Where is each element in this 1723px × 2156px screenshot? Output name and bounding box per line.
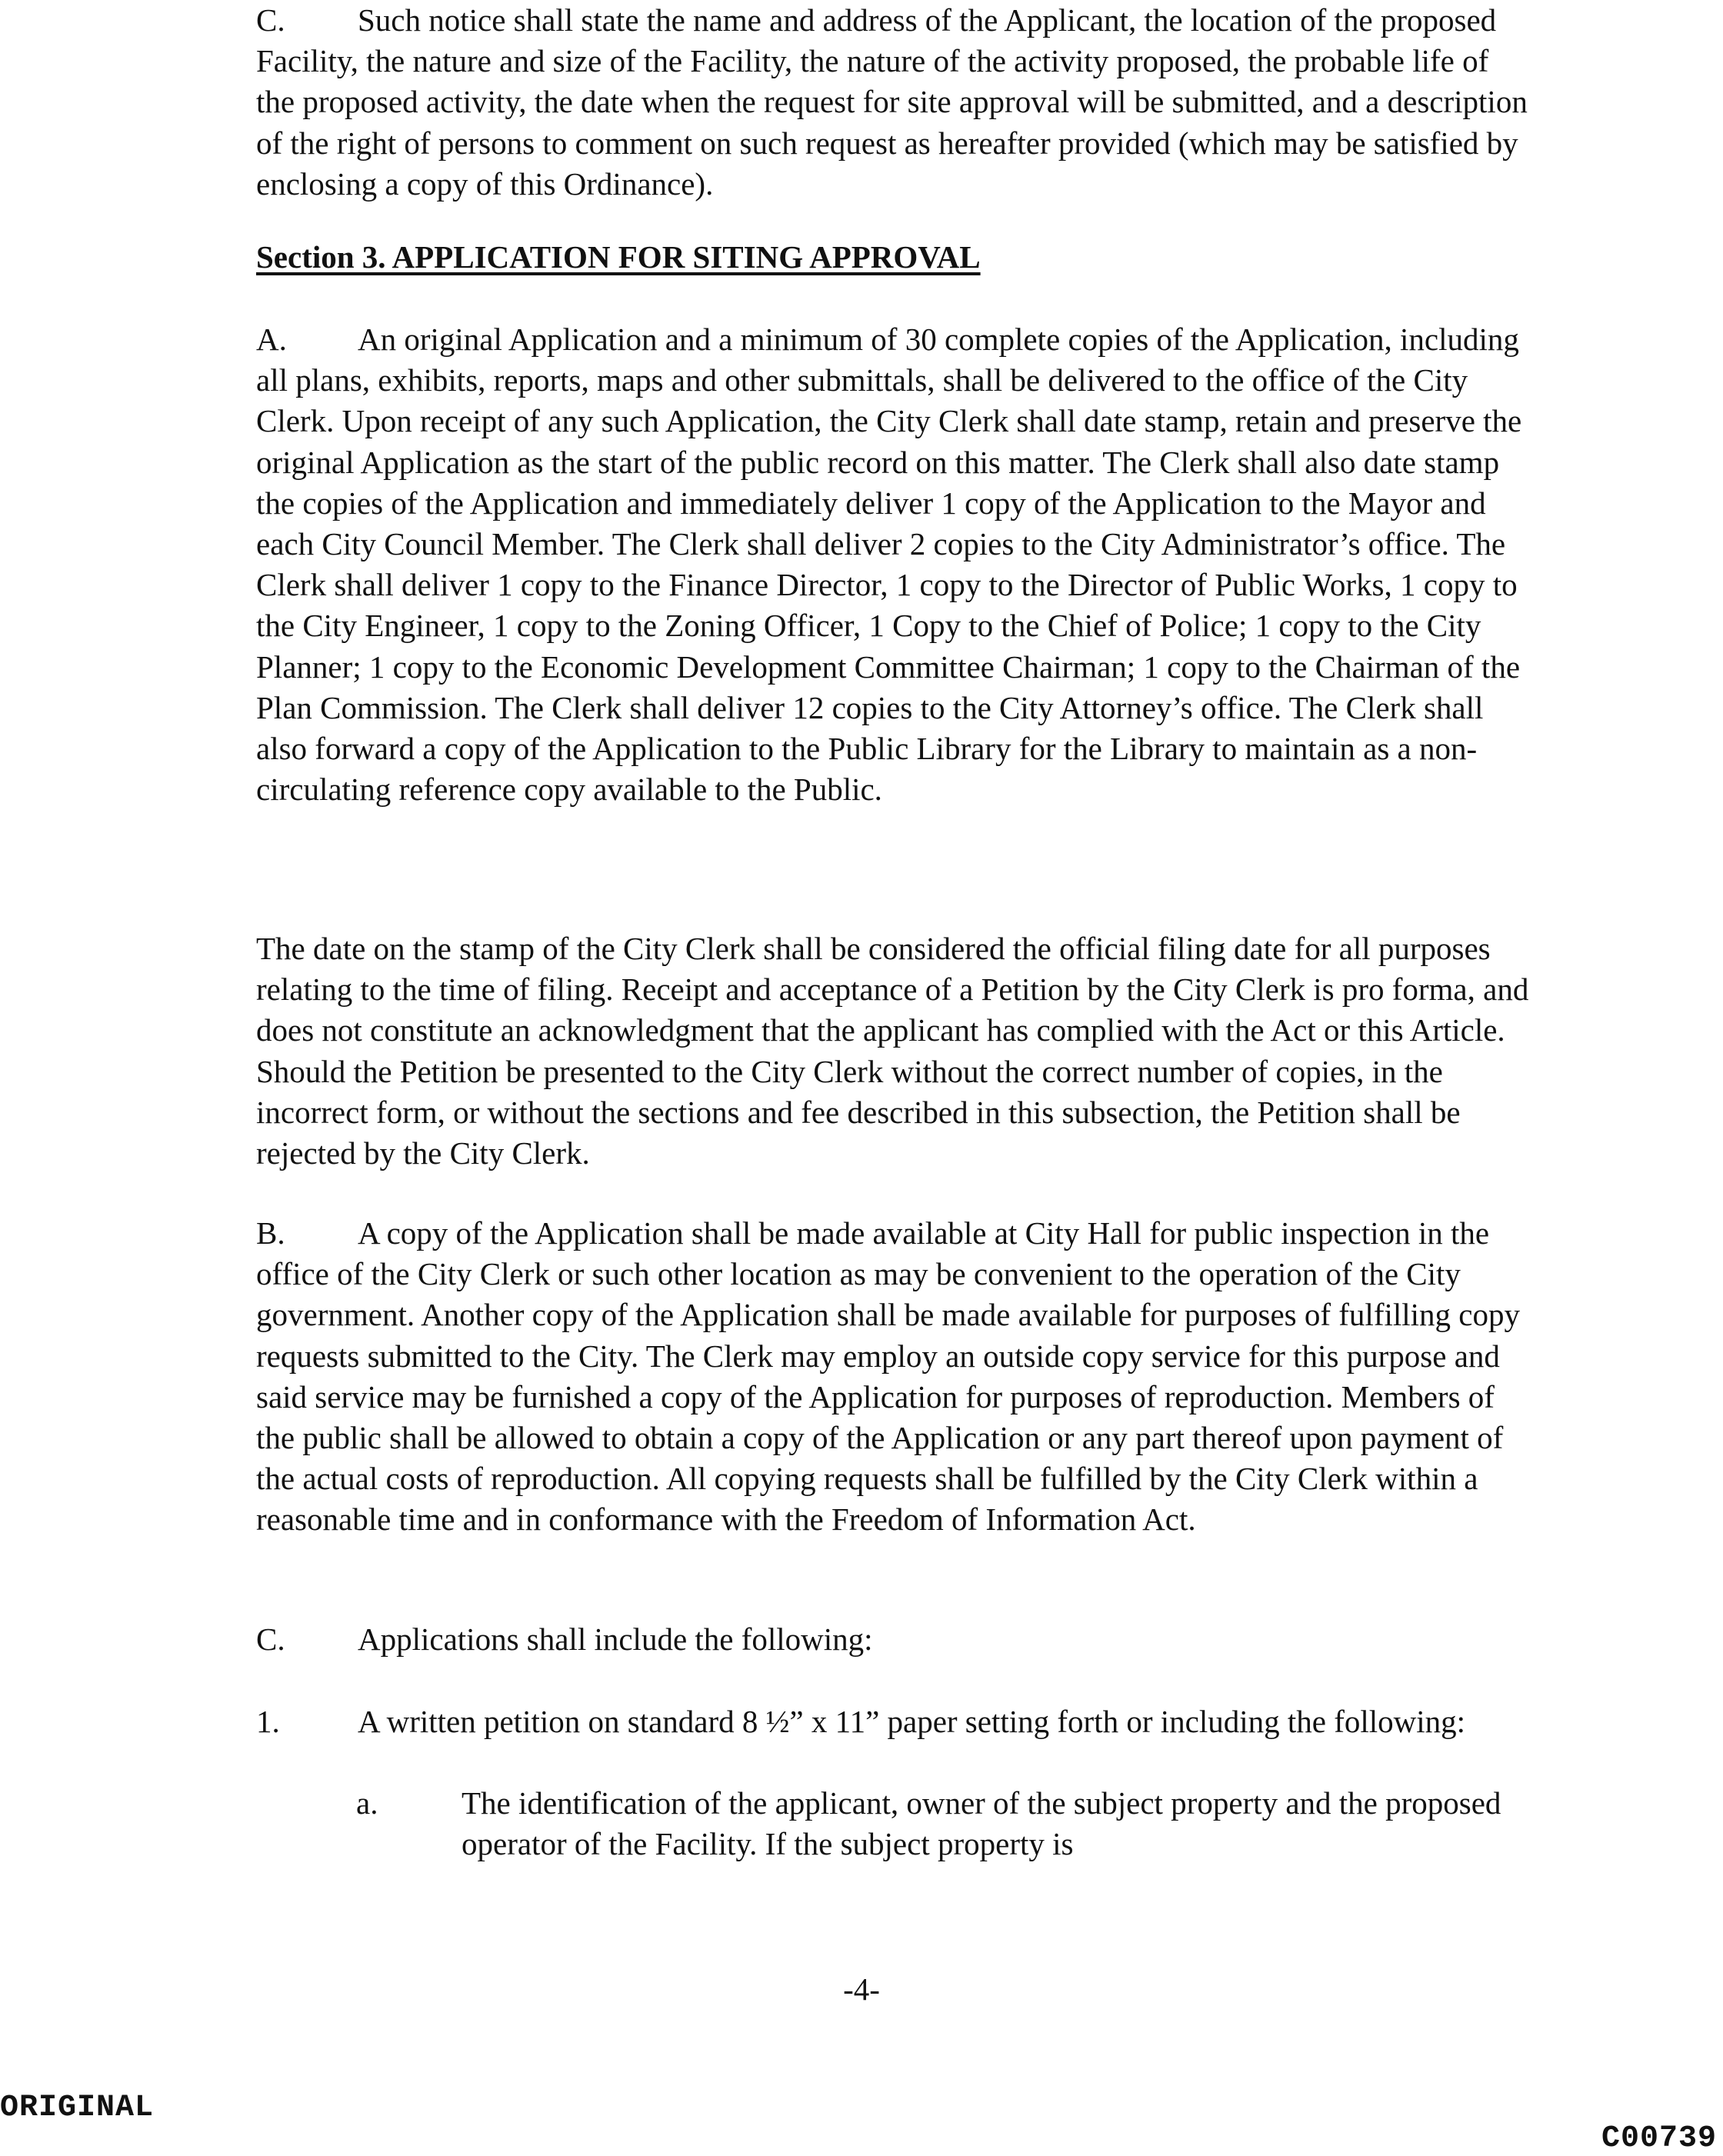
page-number: -4- <box>843 1971 880 2007</box>
section-heading: Section 3. APPLICATION FOR SITING APPROVAL <box>256 239 981 275</box>
paragraph-text: A copy of the Application shall be made available at City Hall for public inspection in the office of the City Clerk or such other location as may be convenient to the operation of the City government. Another copy of the Application shall be made available for purposes of fulfilling copy requests submitted to the City. The Clerk may employ an outside copy service for this purpose and said service may be furnished a copy of the Application for purposes of reproduction. Members of the public shall be allowed to obtain a copy of the Application or any part thereof upon payment of the actual costs of reproduction. All copying requests shall be fulfilled by the City Clerk within a reasonable time and in conformance with the Freedom of Information Act. <box>256 1215 1520 1538</box>
list-item-1-written-petition <box>256 1701 1533 1742</box>
list-item-text: A written petition on standard 8 ½” x 11” paper setting forth or including the following: <box>358 1704 1466 1739</box>
list-item-label: 1. <box>256 1704 280 1739</box>
paragraph-text: Such notice shall state the name and address of the Applicant, the location of the proposed Facility, the nature and size of the Facility, the nature of the activity proposed, the probable life of the proposed activity, the date when the request for site approval will be submitted, and a description of the right of persons to comment on such request as hereafter provided (which may be satisfied by enclosing a copy of this Ordinance). <box>256 2 1528 202</box>
paragraph-b-public-inspection <box>256 1213 1533 1541</box>
list-item-a-identification <box>356 1783 1525 1864</box>
list-item-label: a. <box>356 1785 378 1821</box>
document-control-number: C00739 <box>1601 2121 1717 2156</box>
paragraph-a-original-application <box>256 319 1533 810</box>
paragraph-label: C. <box>256 2 285 38</box>
paragraph-filing-date: The date on the stamp of the City Clerk shall be considered the official filing date for all purposes relating to the time of filing. Receipt and acceptance of a Petition by the City Clerk is pro forma, and does not constitute an acknowledgment that the applicant has complied with the Act or this Article. Should the Petition be presented to the City Clerk without the correct number of copies, in the incorrect form, or without the sections and fee described in this subsection, the Petition shall be rejected by the City Clerk. <box>256 931 1529 1171</box>
paragraph-label: A. <box>256 322 287 357</box>
paragraph-label: C. <box>256 1621 285 1657</box>
paragraph-c-notice-contents <box>256 0 1533 205</box>
paragraph-text: Applications shall include the following: <box>358 1621 873 1657</box>
list-item-text: The identification of the applicant, owner of the subject property and the proposed operator of the Facility. If the subject property is <box>462 1785 1501 1862</box>
original-stamp: ORIGINAL <box>0 2091 155 2125</box>
paragraph-c-application-contents <box>256 1619 1533 1660</box>
paragraph-label: B. <box>256 1215 285 1251</box>
paragraph-text: An original Application and a minimum of 30 complete copies of the Application, including all plans, exhibits, reports, maps and other submittals, shall be delivered to the office of the City Clerk. Upon receipt of any such Application, the City Clerk shall date stamp, retain and preserve the original Application as the start of the public record on this matter. The Clerk shall also date stamp the copies of the Application and immediately deliver 1 copy of the Application to the Mayor and each City Council Member. The Clerk shall deliver 2 copies to the City Administrator’s office. The Clerk shall deliver 1 copy to the Finance Director, 1 copy to the Director of Public Works, 1 copy to the City Engineer, 1 copy to the Zoning Officer, 1 Copy to the Chief of Police; 1 copy to the City Planner; 1 copy to the Economic Development Committee Chairman; 1 copy to the Chairman of the Plan Commission. The Clerk shall deliver 12 copies to the City Attorney’s office. The Clerk shall also forward a copy of the Application to the Public Library for the Library to maintain as a non-circulating reference copy available to the Public. <box>256 322 1522 808</box>
